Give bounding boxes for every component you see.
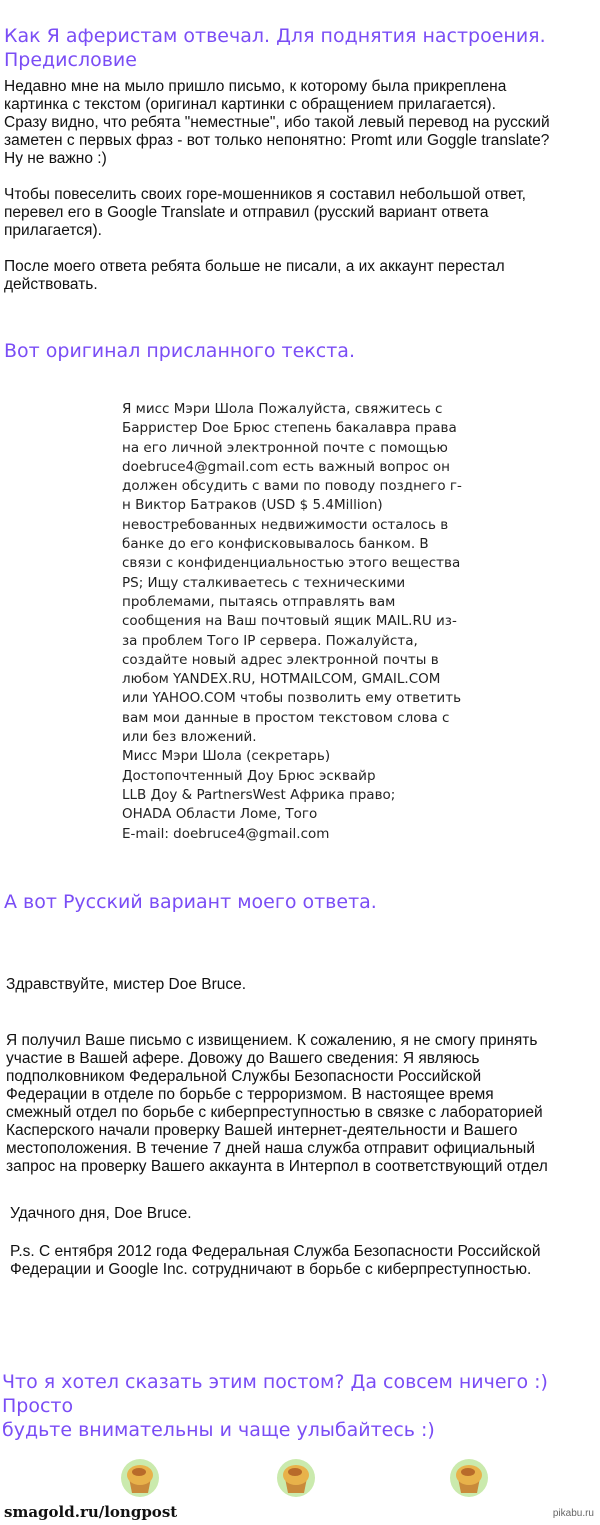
letter-line: связи с конфиденциальностью этого вещества [122, 555, 461, 572]
reply-line: местоположения. В течение 7 дней наша служба отправит официальный [6, 1140, 535, 1157]
letter-line: должен обсудить с вами по поводу позднего г- [122, 478, 462, 495]
outro-line1: Что я хотел сказать этим постом? Да совсем ничего :) Просто [2, 1371, 548, 1417]
letter-line: PS; Ищу сталкиваетесь с техническими [122, 574, 406, 591]
footer-watermark: pikabu.ru [552, 1508, 594, 1519]
letter-line: любом YANDEX.RU, HOTMAILCOM, GMAIL.COM [122, 671, 441, 688]
ps-line: P.s. С ентября 2012 года Федеральная Служба Безопасности Российской [10, 1243, 541, 1260]
letter-line: OHADA Области Ломе, Того [122, 806, 318, 823]
letter-line: Достопочтенный Доу Брюс эсквайр [122, 767, 376, 784]
intro-line: прилагается). [4, 222, 102, 239]
outro-line2: будьте внимательны и чаще улыбайтесь :) [2, 1419, 435, 1441]
letter-line: Мисс Мэри Шола (секретарь) [122, 748, 331, 765]
reply-line: запрос на проверку Вашего аккаунта в Интерпол в соответствующий отдел [6, 1158, 548, 1175]
footer-source: smagold.ru/longpost [4, 1503, 178, 1521]
letter-line: создайте новый адрес электронной почты в [122, 651, 439, 668]
letter-line: doebruce4@gmail.com есть важный вопрос он [122, 458, 450, 475]
muffin-icon [120, 1458, 160, 1498]
original-heading: Вот оригинал присланного текста. [4, 340, 355, 362]
reply-line: участие в Вашей афере. Довожу до Вашего сведения: Я являюсь [6, 1050, 480, 1067]
reply-line: подполковником Федеральной Службы Безопасности Российской [6, 1068, 482, 1085]
letter-line: Барристер Doe Брюс степень бакалавра права [122, 420, 457, 437]
ps-line: Федерации и Google Inc. сотрудничают в борьбе с киберпреступностью. [10, 1261, 532, 1278]
reply-closing: Удачного дня, Doe Bruce. [10, 1205, 192, 1222]
intro-line: перевел его в Google Translate и отправил (русский вариант ответа [4, 204, 489, 221]
letter-line: E-mail: doebruce4@gmail.com [122, 825, 330, 842]
letter-line: невостребованных недвижимости осталось в [122, 516, 449, 533]
letter-line: сообщения на Ваш почтовый ящик MAIL.RU из- [122, 613, 457, 630]
page-title [4, 24, 546, 72]
reply-line: Касперского начали проверку Вашей интернет-деятельности и Вашего [6, 1122, 518, 1139]
letter-line: Я мисс Мэри Шола Пожалуйста, свяжитесь с [122, 401, 443, 417]
reply-ps [10, 1243, 595, 1279]
intro-paragraph-2 [4, 186, 594, 240]
letter-line: за проблем Того IP сервера. Пожалуйста, [122, 632, 418, 649]
letter-line: н Виктор Батраков (USD $ 5.4Million) [122, 497, 383, 514]
intro-text [4, 78, 594, 294]
letter-line: проблемами, пытаясь отправлять вам [122, 593, 396, 610]
reply-line: Я получил Ваше письмо с извищением. К сожалению, я не смогу принять [6, 1032, 538, 1049]
reply-heading: А вот Русский вариант моего ответа. [4, 891, 377, 913]
intro-line: картинка с текстом (оригинал картинки с обращением прилагается). [4, 96, 496, 113]
muffin-icon [276, 1458, 316, 1498]
letter-line: LLB Доу & PartnersWest Африка право; [122, 786, 396, 803]
intro-line: Чтобы повеселить своих горе-мошенников я составил небольшой ответ, [4, 186, 526, 203]
original-letter [122, 400, 462, 844]
letter-line: или без вложений. [122, 729, 257, 746]
letter-line: или YAHOO.COM чтобы позволить ему ответить [122, 690, 462, 707]
muffin-icon [449, 1458, 489, 1498]
reply-greeting: Здравствуйте, мистер Doe Bruce. [6, 976, 247, 993]
letter-line: вам мои данные в простом текстовом слова с [122, 709, 450, 726]
intro-line: действовать. [4, 276, 98, 293]
intro-line: Ну не важно :) [4, 150, 107, 167]
page-title-line1: Как Я аферистам отвечал. Для поднятия настроения. [4, 25, 546, 47]
letter-line: на его личной электронной почте с помощью [122, 439, 448, 456]
reply-body [6, 1032, 596, 1176]
page-title-line2: Предисловие [4, 49, 137, 71]
intro-paragraph-3 [4, 258, 594, 294]
intro-line: Недавно мне на мыло пришло письмо, к которому была прикреплена [4, 78, 507, 95]
letter-line: банке до его конфисковывалось банком. В [122, 536, 429, 553]
reply-line: Федерации в отделе по борьбе с терроризмом. В настоящее время [6, 1086, 494, 1103]
intro-paragraph-1 [4, 78, 594, 168]
outro-text [2, 1370, 600, 1442]
intro-line: Сразу видно, что ребята "неместные", ибо такой левый перевод на русский [4, 114, 550, 131]
intro-line: После моего ответа ребята больше не писали, а их аккаунт перестал [4, 258, 505, 275]
intro-line: заметен с первых фраз - вот только непонятно: Promt или Goggle translate? [4, 132, 550, 149]
reply-line: смежный отдел по борьбе с киберпреступностью в связке с лабораторией [6, 1104, 543, 1121]
